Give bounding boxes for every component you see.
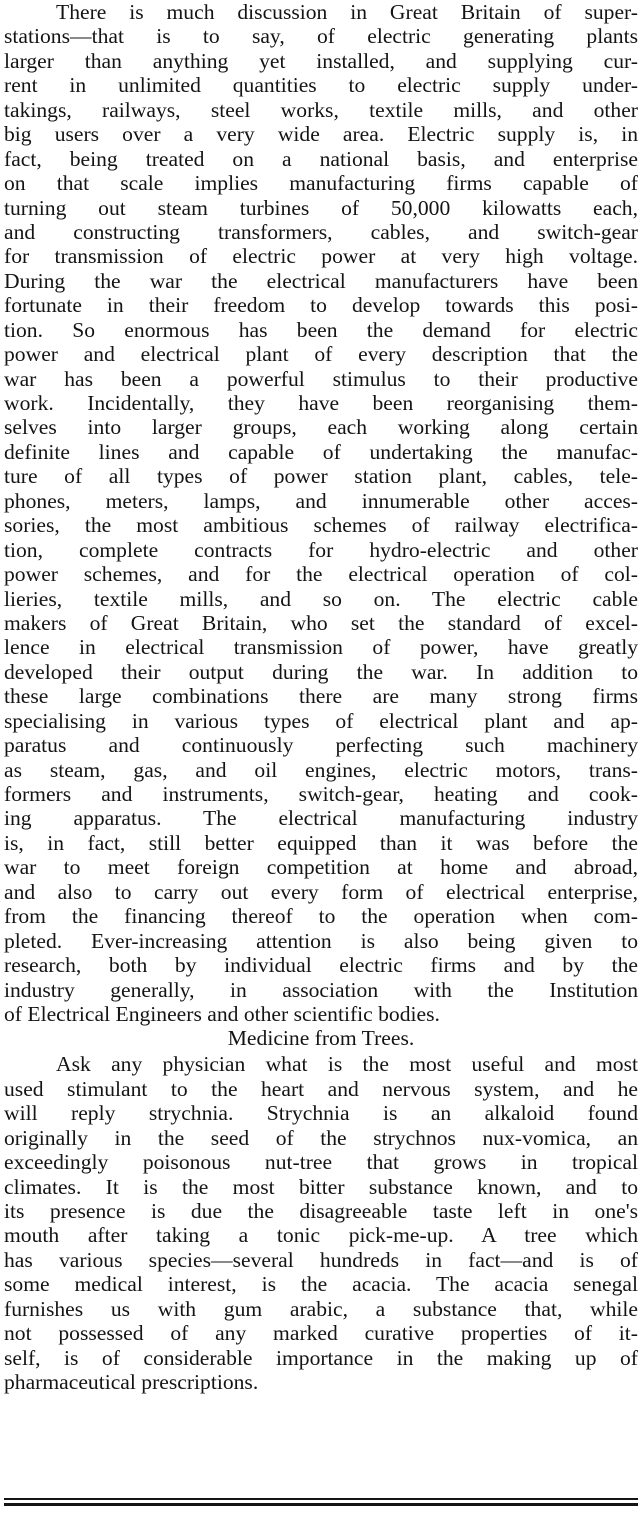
- text-line: war to meet foreign competition at home and abroad,: [4, 855, 638, 880]
- text-line: developed their output during the war. In addition to: [4, 659, 638, 684]
- text-line: Ask any physician what is the most useful and most: [56, 1052, 638, 1077]
- text-line: lence in electrical transmission of power, have greatly: [4, 635, 638, 660]
- text-line: sories, the most ambitious schemes of railway electrifica-: [4, 513, 638, 538]
- paragraph-superstations: [4, 0, 638, 1026]
- text-line: and constructing transformers, cables, and switch-gear: [4, 219, 638, 244]
- text-line: During the war the electrical manufacturers have been: [4, 268, 638, 293]
- text-line: lieries, textile mills, and so on. The electric cable: [4, 586, 638, 611]
- text-line: and also to carry out every form of electrical enterprise,: [4, 879, 638, 904]
- text-line: selves into larger groups, each working along certain: [4, 415, 638, 440]
- paragraph-medicine: [4, 1052, 638, 1394]
- text-line: power schemes, and for the electrical operation of col-: [4, 562, 638, 587]
- text-line: work. Incidentally, they have been reorganising them-: [4, 391, 638, 415]
- section-heading: Medicine from Trees.: [227, 1026, 415, 1051]
- text-line: from the financing thereof to the operation when com-: [4, 904, 638, 929]
- text-line: power and electrical plant of every description that the: [4, 342, 638, 367]
- text-line: of Electrical Engineers and other scientific bodies.: [4, 1001, 440, 1026]
- text-line: exceedingly poisonous nut-tree that grows in tropical: [4, 1150, 638, 1175]
- text-line: There is much discussion in Great Britain of super-: [56, 0, 638, 24]
- text-line: ture of all types of power station plant, cables, tele-: [4, 464, 638, 489]
- text-line: formers and instruments, switch-gear, heating and cook-: [4, 782, 638, 806]
- closing-rule: [4, 1498, 638, 1506]
- text-line: takings, railways, steel works, textile mills, and other: [4, 97, 638, 122]
- text-line: climates. It is the most bitter substance known, and to: [4, 1174, 638, 1199]
- text-line: not possessed of any marked curative properties of it-: [4, 1321, 638, 1346]
- text-line: will reply strychnia. Strychnia is an alkaloid found: [4, 1101, 638, 1126]
- text-line: definite lines and capable of undertaking the manufac-: [4, 439, 638, 464]
- text-line: self, is of considerable importance in the making up of: [4, 1345, 638, 1370]
- text-line: some medical interest, is the acacia. The acacia senegal: [4, 1272, 638, 1297]
- text-line: for transmission of electric power at very high voltage.: [4, 244, 638, 269]
- text-line: has various species—several hundreds in fact—and is of: [4, 1247, 638, 1272]
- text-line: ing apparatus. The electrical manufacturing industry: [4, 806, 638, 831]
- text-line: war has been a powerful stimulus to their productive: [4, 366, 638, 391]
- text-line: big users over a very wide area. Electric supply is, in: [4, 122, 638, 147]
- text-line: used stimulant to the heart and nervous system, and he: [4, 1076, 638, 1101]
- text-line: pharmaceutical prescriptions.: [4, 1370, 259, 1395]
- text-line: originally in the seed of the strychnos nux-vomica, an: [4, 1125, 638, 1150]
- text-line: is, in fact, still better equipped than it was before the: [4, 830, 638, 855]
- text-line: these large combinations there are many strong firms: [4, 684, 638, 709]
- text-line: specialising in various types of electrical plant and ap-: [4, 708, 638, 733]
- text-line: furnishes us with gum arabic, a substance that, while: [4, 1296, 638, 1321]
- text-line: larger than anything yet installed, and supplying cur-: [4, 48, 638, 73]
- text-line: on that scale implies manufacturing firms capable of: [4, 171, 638, 196]
- text-line: paratus and continuously perfecting such machinery: [4, 733, 638, 758]
- text-line: tion, complete contracts for hydro-electric and other: [4, 537, 638, 562]
- text-line: as steam, gas, and oil engines, electric motors, trans-: [4, 757, 638, 782]
- text-line: fact, being treated on a national basis, and enterprise: [4, 146, 638, 171]
- text-line: turning out steam turbines of 50,000 kilowatts each,: [4, 195, 638, 220]
- text-line: research, both by individual electric firms and by the: [4, 953, 638, 978]
- rule-thick: [4, 1503, 638, 1506]
- text-line: rent in unlimited quantities to electric supply under-: [4, 73, 638, 98]
- text-line: tion. So enormous has been the demand for electric: [4, 317, 638, 342]
- text-line: mouth after taking a tonic pick-me-up. A tree which: [4, 1223, 638, 1248]
- article-column: [4, 0, 638, 1395]
- text-line: pleted. Ever-increasing attention is also being given to: [4, 928, 638, 953]
- text-line: its presence is due the disagreeable taste left in one's: [4, 1199, 638, 1223]
- text-line: makers of Great Britain, who set the standard of excel-: [4, 610, 638, 635]
- text-line: industry generally, in association with the Institution: [4, 977, 638, 1002]
- text-line: fortunate in their freedom to develop towards this posi-: [4, 293, 638, 318]
- text-line: stations—that is to say, of electric generating plants: [4, 24, 638, 49]
- text-line: phones, meters, lamps, and innumerable other acces-: [4, 488, 638, 513]
